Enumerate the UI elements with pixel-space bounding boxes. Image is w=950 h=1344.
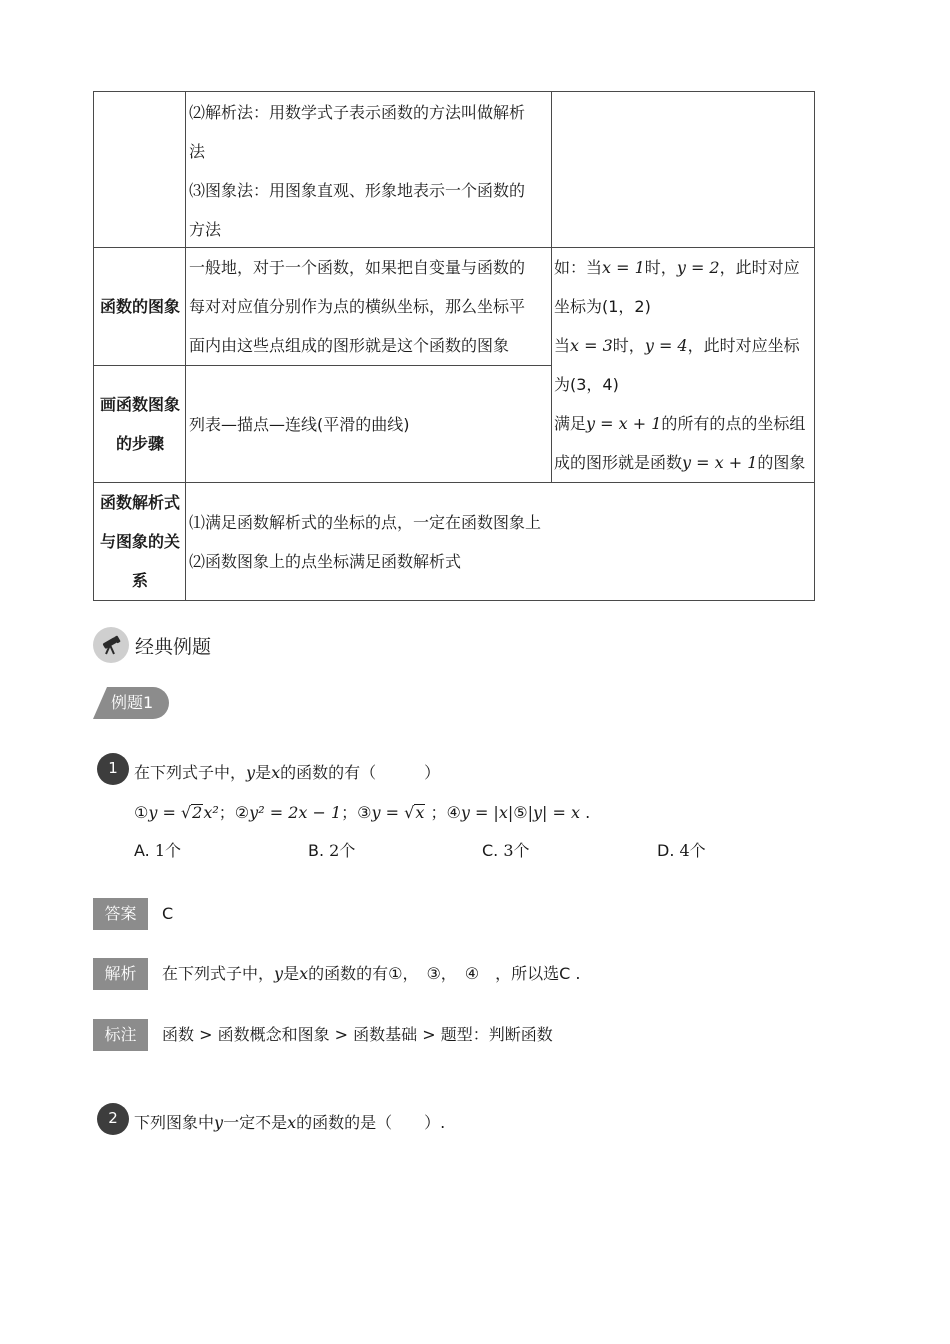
question-formula (134, 800, 590, 826)
table-cell-relation (189, 483, 809, 600)
row-label: 的步骤 (115, 434, 164, 453)
note-breadcrumb: 函数 > 函数概念和图象 > 函数基础 > 题型：判断函数 (162, 1025, 553, 1044)
math: x² (203, 803, 219, 822)
text: ；③ (341, 803, 372, 822)
cell-line: 列表—描点—连线(平滑的曲线) (189, 414, 410, 434)
text: 的函数的有（ ） (280, 763, 441, 782)
cell-line: ⑵函数图象上的点坐标满足函数解析式 (189, 551, 462, 571)
sqrt: √2 (180, 803, 203, 822)
cell-line: 面内由这些点组成的图形就是这个函数的图象 (189, 336, 510, 355)
table-label-cell (95, 248, 185, 365)
math: y (246, 763, 256, 782)
cell-line: 一般地，对于一个函数，如果把自变量与函数的 (189, 258, 526, 277)
row-label: 系 (131, 571, 148, 590)
table-border-bottom (93, 600, 815, 601)
math: |y| = x (527, 803, 580, 822)
example-line (554, 443, 812, 482)
answer-label: 答案 (93, 898, 148, 930)
cell-line: ⑵解析法：用数学式子表示函数的方法叫做解析 (189, 103, 526, 122)
text: 如：当 (554, 258, 603, 277)
telescope-icon (93, 627, 129, 663)
example-line: 为(3，4) (554, 375, 619, 394)
table-col-divider (185, 91, 186, 601)
option-letter: B. (308, 841, 325, 860)
math: x (287, 1113, 297, 1132)
question-number-badge: 1 (97, 753, 129, 785)
option-letter: D. (657, 841, 675, 860)
table-border-left (93, 91, 94, 601)
cell-line: 法 (189, 142, 206, 161)
example-tag (93, 687, 169, 719)
text: ，此时对应 (719, 258, 800, 277)
table-border-top (93, 91, 815, 92)
section-title: 经典例题 (135, 635, 212, 658)
example-line: 坐标为(1，2) (554, 297, 651, 316)
text: 一定不是 (223, 1113, 288, 1132)
option-a[interactable] (134, 838, 181, 864)
option-letter: A. (134, 841, 150, 860)
row-label: 与图象的关 (99, 532, 180, 551)
text: 在下列式子中， (162, 964, 275, 983)
sqrt: √x (404, 803, 425, 822)
text: 是 (255, 763, 272, 782)
math: y (214, 1113, 224, 1132)
text: ，此时对应坐标 (687, 336, 800, 355)
answer-value: C (162, 904, 174, 923)
text: 下列图象中 (134, 1113, 215, 1132)
question-stem (134, 1110, 445, 1136)
text: ；④ (425, 803, 461, 822)
cell-line: ⑴满足函数解析式的坐标的点，一定在函数图象上 (189, 512, 542, 532)
concept-table (93, 91, 815, 601)
row-label: 画函数图象 (99, 395, 180, 414)
text: 的图象 (757, 453, 806, 472)
table-label-cell (95, 366, 185, 482)
question-number-badge: 2 (97, 1103, 129, 1135)
option-b[interactable] (308, 838, 355, 864)
math: y² = 2x − 1 (249, 803, 342, 822)
math: y = 4 (644, 336, 688, 355)
example-line (554, 248, 812, 287)
row-label: 函数解析式 (99, 493, 180, 512)
table-cell-methods (189, 93, 549, 249)
math: x (299, 964, 309, 983)
math: y = |x| (460, 803, 514, 822)
note-label: 标注 (93, 1019, 148, 1051)
math: x = 3 (570, 336, 613, 355)
cell-line: 方法 (189, 220, 222, 239)
table-cell-example (554, 248, 812, 482)
math: y = (148, 803, 181, 822)
text: ；② (218, 803, 250, 822)
text: 的函数的是（ ）. (296, 1113, 446, 1132)
text: . (580, 803, 591, 822)
example-tag-label: 例题1 (111, 693, 154, 712)
text: 当 (554, 336, 571, 355)
math: y = x + 1 (586, 414, 662, 433)
analysis-label: 解析 (93, 958, 148, 990)
math: x (271, 763, 281, 782)
table-cell-steps (189, 366, 549, 482)
analysis-text (162, 958, 581, 990)
row-label: 函数的图象 (99, 297, 180, 316)
radicand: 2 (192, 803, 203, 822)
table-col-divider (551, 91, 552, 483)
math: y (274, 964, 284, 983)
option-value: 4个 (679, 841, 706, 860)
text: 的函数的有①， ③， ④ ，所以选C . (308, 964, 581, 983)
math: x = 1 (602, 258, 645, 277)
cell-line: ⑶图象法：用图象直观、形象地表示一个函数的 (189, 181, 526, 200)
question-stem (134, 760, 440, 786)
text: 成的图形就是函数 (554, 453, 683, 472)
text: 满足 (554, 414, 587, 433)
text: 时， (612, 336, 645, 355)
section-header (93, 627, 211, 663)
example-line (554, 326, 812, 365)
text: 的所有的点的坐标组 (661, 414, 806, 433)
table-cell-graph-def (189, 248, 549, 365)
math: y = 2 (676, 258, 720, 277)
option-c[interactable] (482, 838, 530, 864)
option-d[interactable] (657, 838, 706, 864)
text: ⑤ (513, 803, 528, 822)
example-line (554, 404, 812, 443)
text: 是 (283, 964, 300, 983)
text: 在下列式子中， (134, 763, 247, 782)
math: y = (371, 803, 405, 822)
text: ① (134, 803, 149, 822)
radicand: x (415, 803, 425, 822)
cell-line: 每对对应值分别作为点的横纵坐标，那么坐标平 (189, 297, 526, 316)
option-value: 2个 (329, 841, 356, 860)
text: 时， (644, 258, 677, 277)
math: y = x + 1 (682, 453, 758, 472)
option-value: 1个 (154, 841, 182, 860)
table-label-cell (95, 483, 185, 600)
table-border-right (814, 91, 815, 601)
option-letter: C. (482, 841, 499, 860)
option-value: 3个 (503, 841, 530, 860)
